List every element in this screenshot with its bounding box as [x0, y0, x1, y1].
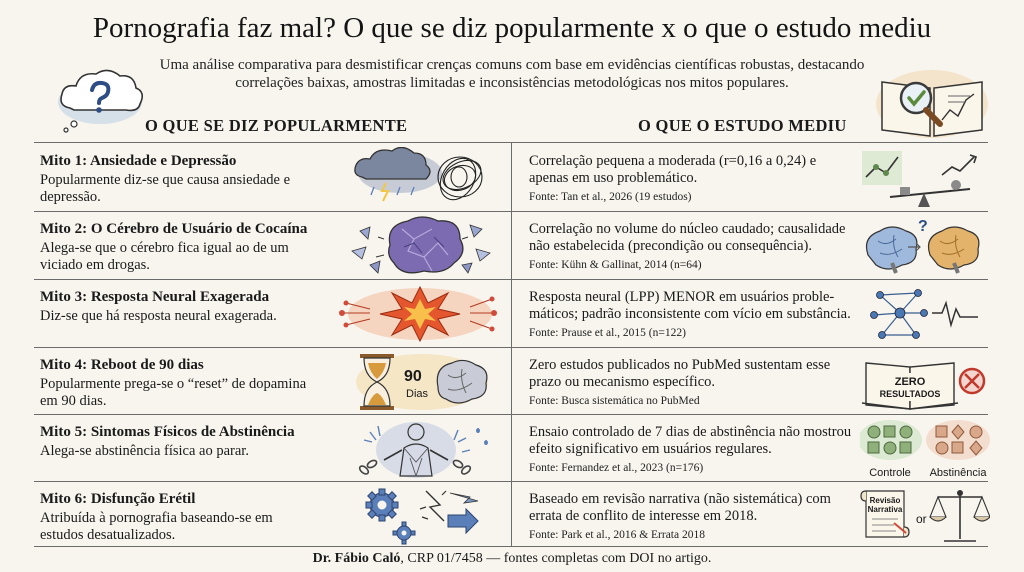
storm-cloud-scribble-icon — [330, 147, 500, 209]
empty-book-icon — [860, 351, 990, 413]
question-cloud-icon — [52, 64, 147, 134]
footer-author: Dr. Fábio Caló — [312, 551, 401, 566]
study-source: Fonte: Tan et al., 2026 (19 estudos) — [529, 191, 692, 203]
myth-title: Mito 2: O Cérebro de Usuário de Cocaína — [40, 221, 308, 237]
scroll-scale-icon — [860, 485, 990, 547]
myth-row-3 — [0, 281, 1024, 347]
neural-network-icon — [860, 283, 990, 345]
study-finding — [529, 289, 859, 323]
scroll-word: Narrativa — [867, 505, 903, 514]
study-source: Fonte: Busca sistemática no PubMed — [529, 395, 700, 407]
myth-title: Mito 1: Ansiedade e Depressão — [40, 153, 237, 169]
broken-gears-icon — [330, 485, 500, 547]
study-source: Fonte: Park et al., 2016 & Errata 2018 — [529, 529, 705, 541]
page-subtitle: Uma análise comparativa para desmistificar crenças comuns com base em evidências científicas robustas, destacando correlações baixas, amostras limitadas e inconsistências metodológicas nos mitos populares. — [159, 57, 865, 91]
myth-row-2 — [0, 213, 1024, 279]
study-finding: Zero estudos publicados no PubMed sustentam esse prazo ou mecanismo específico. — [529, 357, 831, 390]
myth-text: Alega-se que o cérebro fica igual ao de um viciado em drogas. — [40, 240, 289, 273]
study-finding: Ensaio controlado de 7 dias de abstinência não mostrou efeito significativo em usuários regulares. — [529, 424, 852, 457]
study-finding-line: máticos; padrão inconsistente com vício em substância. — [529, 306, 851, 322]
study-finding: Correlação pequena a moderada (r=0,16 a 0,24) e apenas em uso problemático. — [529, 153, 817, 186]
book-magnifier-icon — [872, 62, 992, 142]
column-header-study: O QUE O ESTUDO MEDIU — [638, 116, 847, 135]
myth-text: Popularmente prega-se o “reset” de dopamina em 90 dias. — [40, 376, 307, 409]
group-label-control: Controle — [869, 467, 911, 479]
page-title: Pornografia faz mal? O que se diz popularmente x o que o estudo mediu — [92, 12, 932, 44]
book-word: RESULTADOS — [879, 389, 941, 399]
myth-text: Popularmente diz-se que causa ansiedade e depressão. — [40, 172, 291, 205]
myth-row-1 — [0, 145, 1024, 211]
chained-figure-icon — [330, 418, 500, 480]
trend-scale-icon — [860, 147, 990, 209]
myth-text: Atribuída à pornografia baseando-se em estudos desatualizados. — [40, 510, 273, 543]
group-label-abstinence: Abstinência — [929, 467, 987, 479]
study-source: Fonte: Kühn & Gallinat, 2014 (n=64) — [529, 259, 702, 271]
myth-row-6 — [0, 483, 1024, 549]
myth-row-5 — [0, 416, 1024, 482]
shape-groups-icon — [860, 418, 990, 480]
svg-text:?: ? — [918, 218, 928, 235]
footer-text: , CRP 01/7458 — fontes completas com DOI no artigo. — [400, 551, 712, 566]
badge-unit: Dias — [406, 388, 429, 400]
hourglass-brain-icon — [330, 351, 500, 413]
study-finding: Baseado em revisão narrativa (não sistemática) com errata de conflito de interesse em 2018. — [529, 491, 831, 524]
myth-row-4 — [0, 349, 1024, 415]
footer-credit — [0, 551, 1024, 567]
study-source: Fonte: Prause et al., 2015 (n=122) — [529, 327, 686, 339]
study-source: Fonte: Fernandez et al., 2023 (n=176) — [529, 462, 704, 474]
myth-title: Mito 4: Reboot de 90 dias — [40, 357, 204, 373]
myth-title: Mito 6: Disfunção Erétil — [40, 491, 196, 507]
or-word: or — [916, 512, 927, 526]
column-header-popular: O QUE SE DIZ POPULARMENTE — [145, 116, 408, 135]
scroll-word: Revisão — [869, 496, 901, 505]
study-finding: Correlação no volume do núcleo caudado; causalidade não estabelecida (precondição ou consequência). — [529, 221, 846, 254]
myth-title: Mito 3: Resposta Neural Exagerada — [40, 289, 270, 305]
two-brains-question-icon — [860, 215, 990, 277]
book-word: ZERO — [894, 376, 926, 388]
myth-text: Diz-se que há resposta neural exagerada. — [40, 308, 277, 324]
study-finding-line: Resposta neural (LPP) MENOR em usuários proble- — [529, 289, 835, 305]
shattered-brain-icon — [330, 215, 500, 277]
badge-number: 90 — [404, 368, 422, 385]
neural-explosion-icon — [330, 283, 500, 345]
myth-title: Mito 5: Sintomas Físicos de Abstinência — [40, 424, 295, 440]
myth-text: Alega-se abstinência física ao parar. — [40, 443, 249, 459]
